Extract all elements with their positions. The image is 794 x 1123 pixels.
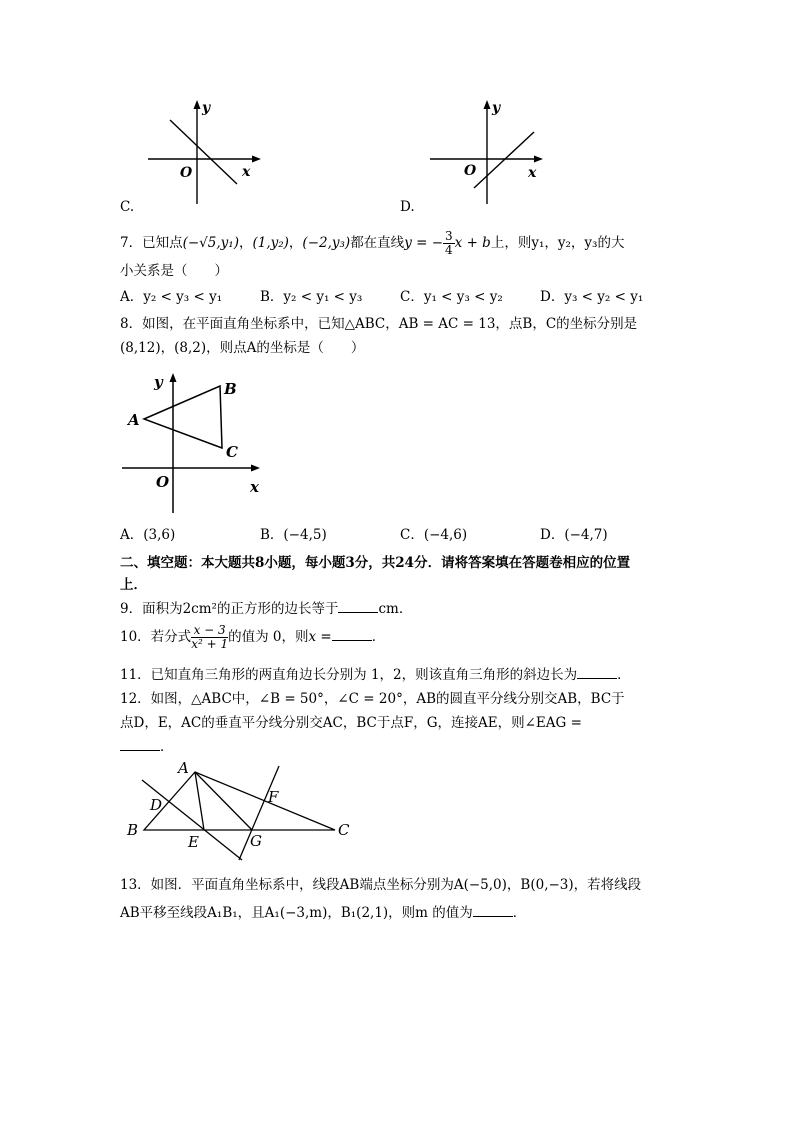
q9 — [120, 600, 412, 618]
q8-line1: 8．如图，在平面直角坐标系中，已知△ABC，AB = AC = 13，点B，C的坐标分别是 — [120, 316, 638, 332]
q7-line1 — [120, 230, 624, 257]
q10-var: x = — [308, 629, 332, 645]
point-b-label: B — [127, 821, 139, 839]
origin-label: O — [156, 473, 170, 491]
q9-prefix: 9．面积为 — [120, 601, 183, 617]
section2-heading-line1: 二、填空题：本大题共8小题，每小题3分，共24分．请将答案填在答题卷相应的位置 — [120, 555, 631, 571]
q11-answer-blank[interactable] — [577, 666, 617, 679]
q12-line2: 点D，E，AC的垂直平分线分别交AC，BC于点F，G，连接AE，则∠EAG = — [120, 715, 582, 731]
q9-mid: 的正方形的边长等于 — [216, 601, 339, 617]
q12-figure — [122, 758, 362, 866]
point-g-label: G — [250, 832, 262, 850]
q7-prefix: 7．已知点 — [120, 235, 183, 251]
origin-label: O — [464, 163, 477, 179]
q13-end: ． — [512, 905, 527, 921]
q11-end: ． — [617, 667, 631, 683]
q6-graph-d — [422, 96, 552, 206]
q7-eq-right: x + b — [454, 235, 491, 251]
q7-option-a: A．y₂ < y₃ < y₁ — [120, 289, 223, 305]
x-label: x — [242, 164, 251, 180]
q12-line3 — [120, 738, 174, 756]
q10-mid: 的值为 0，则 — [228, 629, 309, 645]
option-d-label: D. — [400, 199, 415, 215]
q7-eq-left: y = − — [404, 235, 444, 251]
q8-option-a: A．(3,6) — [120, 527, 176, 543]
point-f-label: F — [268, 788, 279, 806]
q9-unit: cm． — [378, 601, 413, 617]
point-c-label: C — [338, 821, 350, 839]
graph-line — [474, 132, 534, 188]
q13-line2 — [120, 904, 526, 922]
y-label: y — [492, 100, 501, 116]
section2-heading-line2: 上． — [120, 577, 147, 593]
q7-option-b: B．y₂ < y₁ < y₃ — [260, 289, 363, 305]
q12-answer-blank[interactable] — [120, 738, 160, 751]
point-b-label: B — [224, 380, 237, 398]
origin-label: O — [180, 165, 193, 181]
q7-fraction — [443, 230, 455, 257]
q13-line2-text: AB平移至线段A₁B₁，且A₁(−3,m)，B₁(2,1)，则m 的值为 — [120, 905, 473, 921]
q7-line2: 小关系是（ ） — [120, 263, 228, 279]
q8-figure — [118, 368, 268, 516]
point-e-label: E — [188, 833, 199, 851]
q8-option-d: D．(−4,7) — [540, 527, 608, 543]
q13-answer-blank[interactable] — [473, 904, 513, 917]
option-c-label: C. — [120, 199, 135, 215]
q12-line1: 12．如图，△ABC中，∠B = 50°，∠C = 20°，AB的圆直平分线分别交AB，BC于 — [120, 691, 625, 707]
triangle-abc — [144, 386, 222, 448]
q7-option-d: D．y₃ < y₂ < y₁ — [540, 289, 644, 305]
q7-suffix: 上，则y₁，y₂，y₃的大 — [490, 235, 625, 251]
y-label: y — [154, 373, 163, 391]
point-a-label: A — [178, 759, 189, 777]
segment-ag — [195, 772, 252, 830]
q10-answer-blank[interactable] — [332, 628, 372, 641]
q7-point3: (−2,y₃) — [302, 235, 351, 251]
q10-prefix: 10．若分式 — [120, 629, 192, 645]
x-label: x — [250, 478, 259, 496]
q10-fraction — [191, 624, 228, 651]
point-a-label: A — [128, 411, 140, 429]
q7-point1: (−√5,y₁) — [182, 235, 239, 251]
q11 — [120, 666, 631, 684]
q9-answer-blank[interactable] — [338, 600, 378, 613]
q7-frac-den: 4 — [445, 243, 453, 257]
q7-sep2: ， — [288, 235, 303, 251]
q8-line2: (8,12)，(8,2)，则点A的坐标是（ ） — [120, 340, 365, 356]
q10-frac-den: x² + 1 — [191, 637, 229, 651]
q7-option-c: C．y₁ < y₃ < y₂ — [400, 289, 503, 305]
q13-line1: 13．如图．平面直角坐标系中，线段AB端点坐标分别为A(−5,0)，B(0,−3)，若将线段 — [120, 877, 642, 893]
q7-frac-num: 3 — [445, 229, 453, 243]
x-label: x — [528, 165, 537, 181]
q9-area: 2cm² — [182, 601, 217, 617]
q11-text: 11．已知直角三角形的两直角边长分别为 1，2，则该直角三角形的斜边长为 — [120, 667, 578, 683]
q12-end: ． — [160, 739, 174, 755]
q8-option-c: C．(−4,6) — [400, 527, 468, 543]
point-d-label: D — [150, 796, 163, 814]
q6-graph-c — [140, 96, 270, 206]
q10-end: ． — [371, 629, 386, 645]
point-c-label: C — [226, 443, 238, 461]
q7-point2: (1,y₂) — [252, 235, 289, 251]
triangle-abc — [144, 772, 335, 830]
y-label: y — [202, 100, 211, 116]
q10 — [120, 624, 385, 651]
q7-mid: 都在直线 — [350, 235, 405, 251]
q8-option-b: B．(−4,5) — [260, 527, 327, 543]
q10-frac-num: x − 3 — [191, 624, 228, 638]
q7-sep1: ， — [238, 235, 253, 251]
